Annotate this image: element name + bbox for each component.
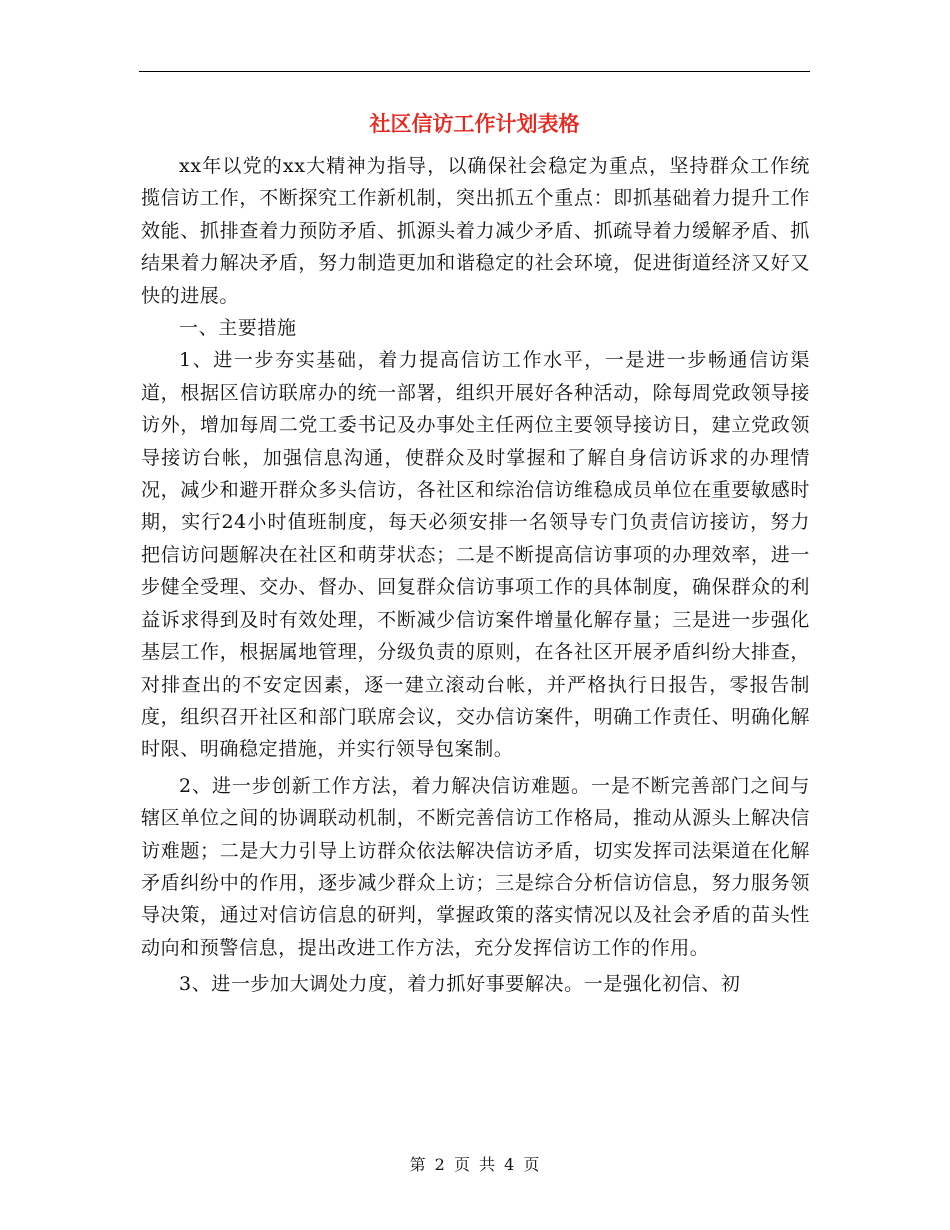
paragraph-intro: xx年以党的xx大精神为指导，以确保社会稳定为重点，坚持群众工作统揽信访工作，不断探究工作新机制，突出抓五个重点：即抓基础着力提升工作效能、抓排查着力预防矛盾、抓源头着力减少矛盾、抓疏导着力缓解矛盾、抓结果着力解决矛盾，努力制造更加和谐稳定的社会环境，促进街道经济又好又快的进展。 bbox=[141, 155, 810, 307]
header-rule bbox=[139, 71, 810, 72]
paragraph-measure-2: 2、进一步创新工作方法，着力解决信访难题。一是不断完善部门之间与辖区单位之间的协调联动机制，不断完善信访工作格局，推动从源头上解决信访难题；二是大力引导上访群众依法解决信访矛盾，切实发挥司法渠道在化解矛盾纠纷中的作用，逐步减少群众上访；三是综合分析信访信息，努力服务领导决策，通过对信访信息的研判，掌握政策的落实情况以及社会矛盾的苗头性动向和预警信息，提出改进工作方法，充分发挥信访工作的作用。 bbox=[141, 774, 810, 959]
paragraph-measure-3: 3、进一步加大调处力度，着力抓好事要解决。一是强化初信、初 bbox=[179, 973, 741, 996]
section-heading-main-measures: 一、主要措施 bbox=[179, 317, 297, 340]
document-body bbox=[141, 150, 810, 1001]
paragraph-measure-1: 1、进一步夯实基础，着力提高信访工作水平，一是进一步畅通信访渠道，根据区信访联席办的统一部署，组织开展好各种活动，除每周党政领导接访外，增加每周二党工委书记及办事处主任两位主要领导接访日，建立党政领导接访台帐，加强信息沟通，使群众及时掌握和了解自身信访诉求的办理情况，减少和避开群众多头信访，各社区和综治信访维稳成员单位在重要敏感时期，实行24小时值班制度，每天必须安排一名领导专门负责信访接访，努力把信访问题解决在社区和萌芽状态；二是不断提高信访事项的办理效率，进一步健全受理、交办、督办、回复群众信访事项工作的具体制度，确保群众的利益诉求得到及时有效处理，不断减少信访案件增量化解存量；三是进一步强化基层工作，根据属地管理，分级负责的原则，在各社区开展矛盾纠纷大排查，对排查出的不安定因素，逐一建立滚动台帐，并严格执行日报告，零报告制度，组织召开社区和部门联席会议，交办信访案件，明确工作责任、明确化解时限、明确稳定措施，并实行领导包案制。 bbox=[141, 349, 810, 761]
page-number-footer: 第 2 页 共 4 页 bbox=[409, 1155, 540, 1174]
document-title: 社区信访工作计划表格 bbox=[369, 111, 580, 136]
